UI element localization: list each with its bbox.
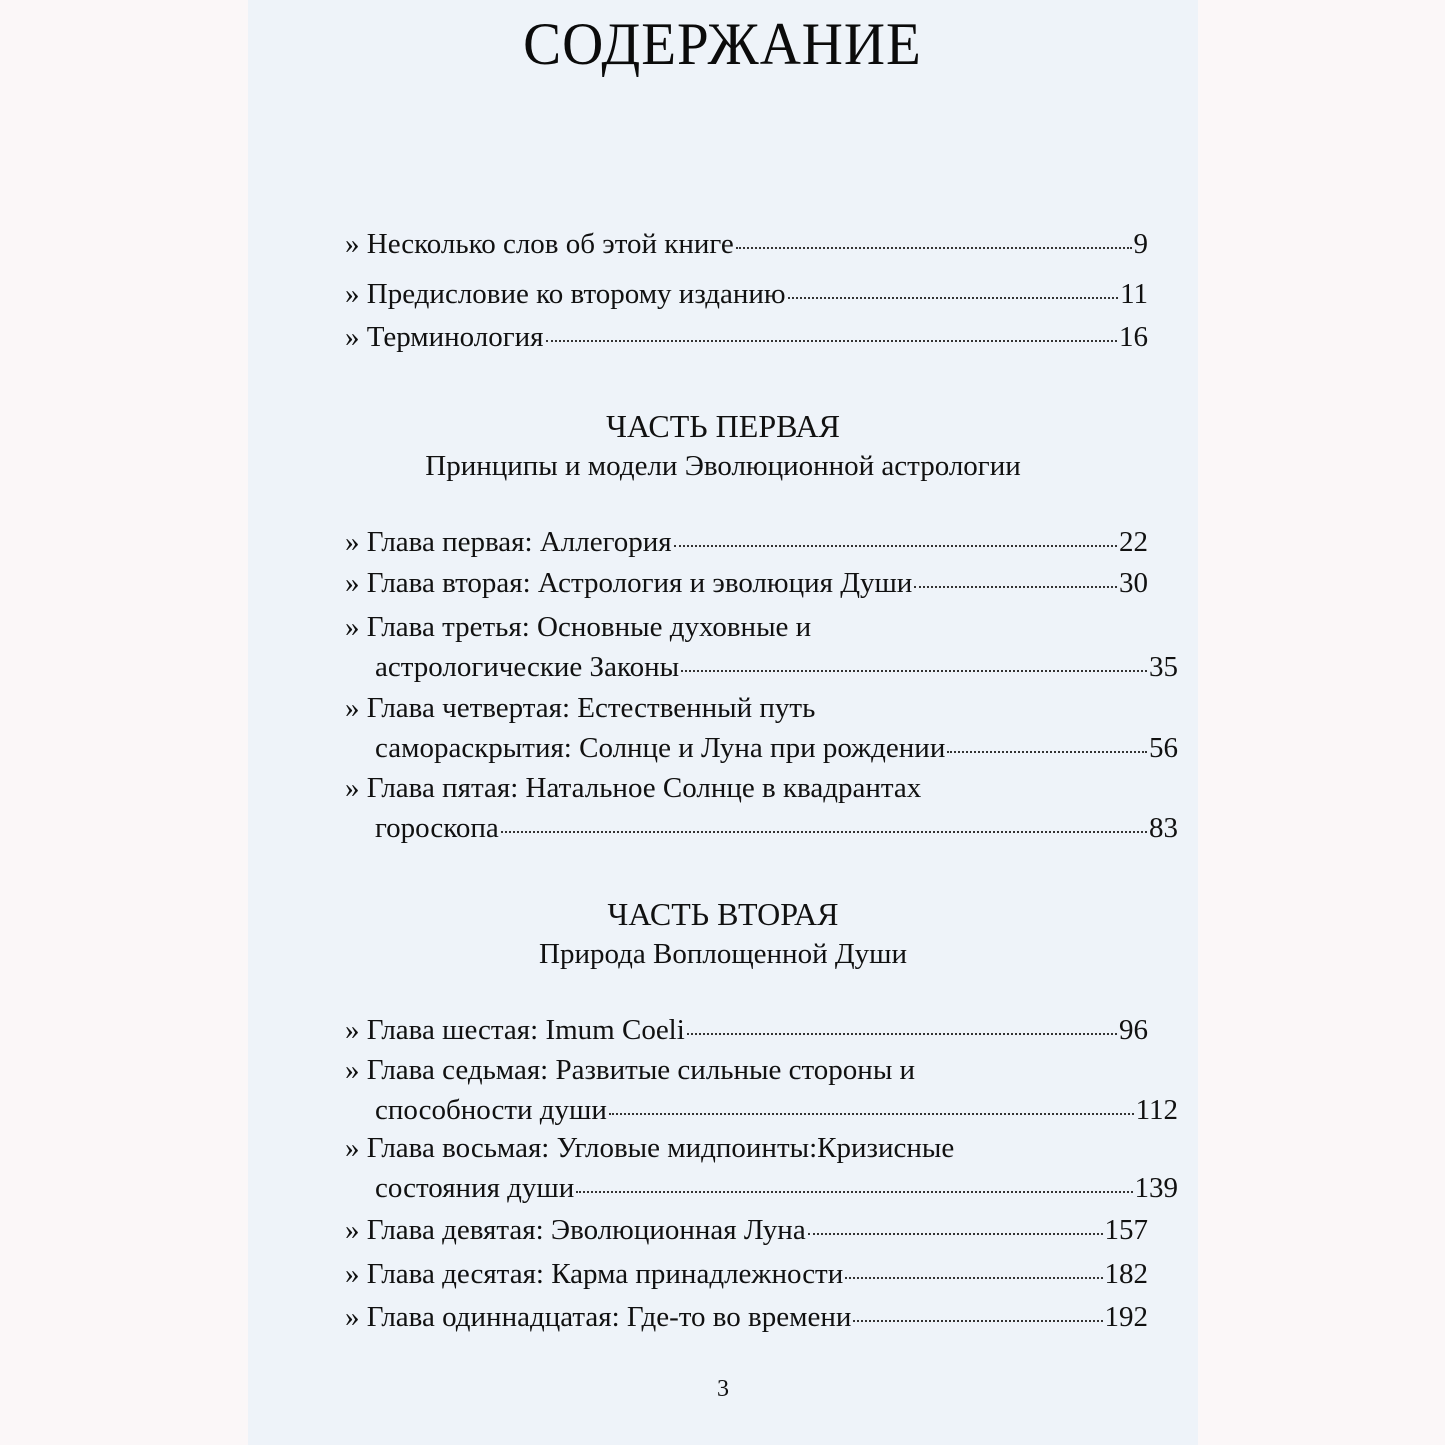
toc-entry-ch3[interactable] <box>345 607 1178 687</box>
leader-dots <box>845 1277 1102 1279</box>
toc-entry-ch10[interactable] <box>345 1254 1148 1294</box>
entry-page: 157 <box>1104 1214 1148 1246</box>
entry-page: 192 <box>1104 1301 1148 1333</box>
entry-page: 139 <box>1134 1172 1178 1204</box>
part-title: ЧАСТЬ ПЕРВАЯ <box>606 408 840 444</box>
toc-entry-ch1[interactable] <box>345 522 1148 562</box>
toc-entry-ch9[interactable] <box>345 1210 1148 1250</box>
entry-page: 182 <box>1104 1258 1148 1290</box>
part-two-heading <box>248 894 1198 974</box>
bullet-icon: » <box>345 278 360 310</box>
leader-dots <box>674 545 1117 547</box>
part-one-heading <box>248 406 1198 486</box>
toc-entry-intro-3[interactable] <box>345 317 1148 357</box>
entry-page: 83 <box>1149 812 1178 844</box>
leader-dots <box>501 831 1147 833</box>
entry-title: Глава десятая: Карма принадлежности <box>366 1258 844 1290</box>
entry-title-cont: состояния души <box>375 1172 575 1204</box>
bullet-icon: » <box>345 1054 360 1086</box>
leader-dots <box>947 751 1147 753</box>
toc-entry-ch7[interactable] <box>345 1050 1178 1130</box>
toc-entry-ch8[interactable] <box>345 1128 1178 1208</box>
entry-title: Глава первая: Аллегория <box>366 526 672 558</box>
entry-page: 112 <box>1135 1094 1178 1126</box>
bullet-icon: » <box>345 321 360 353</box>
entry-page: 11 <box>1120 278 1148 310</box>
leader-dots <box>788 297 1118 299</box>
part-subtitle: Природа Воплощенной Души <box>539 938 907 970</box>
toc-entry-ch6[interactable] <box>345 1010 1148 1050</box>
leader-dots <box>808 1233 1103 1235</box>
bullet-icon: » <box>345 611 360 643</box>
bullet-icon: » <box>345 1132 360 1164</box>
leader-dots <box>609 1113 1134 1115</box>
page-number: 3 <box>717 1376 729 1402</box>
leader-dots <box>681 670 1147 672</box>
entry-title: Глава пятая: Натальное Солнце в квадрантах <box>366 772 922 804</box>
leader-dots <box>687 1033 1117 1035</box>
bullet-icon: » <box>345 1301 360 1333</box>
entry-title-cont: астрологические Законы <box>375 651 680 683</box>
leader-dots <box>576 1191 1132 1193</box>
bullet-icon: » <box>345 567 360 599</box>
part-subtitle: Принципы и модели Эволюционной астрологии <box>425 450 1021 482</box>
entry-title-cont: способности души <box>375 1094 607 1126</box>
entry-page: 35 <box>1149 651 1178 683</box>
entry-title: Глава вторая: Астрология и эволюция Души <box>366 567 913 599</box>
toc-entry-intro-1[interactable] <box>345 224 1148 264</box>
bullet-icon: » <box>345 1258 360 1290</box>
leader-dots <box>914 586 1117 588</box>
toc-entry-ch5[interactable] <box>345 768 1178 848</box>
entry-title: Глава седьмая: Развитые сильные стороны и <box>366 1054 916 1086</box>
bullet-icon: » <box>345 692 360 724</box>
entry-title: Глава девятая: Эволюционная Луна <box>366 1214 806 1246</box>
part-title: ЧАСТЬ ВТОРАЯ <box>607 896 839 932</box>
leader-dots <box>736 247 1132 249</box>
toc-entry-ch4[interactable] <box>345 688 1178 768</box>
page-title: СОДЕРЖАНИЕ <box>523 11 922 77</box>
entry-title: Глава шестая: Imum Coeli <box>366 1014 685 1046</box>
bullet-icon: » <box>345 1214 360 1246</box>
leader-dots <box>546 340 1117 342</box>
entry-page: 22 <box>1119 526 1148 558</box>
leader-dots <box>853 1320 1102 1322</box>
entry-title: Глава восьмая: Угловые мидпоинты:Кризисные <box>366 1132 955 1164</box>
entry-page: 30 <box>1119 567 1148 599</box>
entry-title: Глава одиннадцатая: Где-то во времени <box>366 1301 852 1333</box>
entry-title-cont: самораскрытия: Солнце и Луна при рождении <box>375 732 946 764</box>
toc-entry-ch2[interactable] <box>345 563 1148 603</box>
bullet-icon: » <box>345 1014 360 1046</box>
entry-page: 96 <box>1119 1014 1148 1046</box>
bullet-icon: » <box>345 526 360 558</box>
bullet-icon: » <box>345 228 360 260</box>
toc-entry-ch11[interactable] <box>345 1297 1148 1337</box>
entry-page: 16 <box>1119 321 1148 353</box>
toc-entry-intro-2[interactable] <box>345 274 1148 314</box>
entry-title-cont: гороскопа <box>375 812 499 844</box>
entry-title: Предисловие ко второму изданию <box>366 278 786 310</box>
entry-page: 9 <box>1133 228 1148 260</box>
entry-title: Глава четвертая: Естественный путь <box>366 692 816 724</box>
entry-page: 56 <box>1149 732 1178 764</box>
entry-title: Глава третья: Основные духовные и <box>366 611 812 643</box>
entry-title: Терминология <box>366 321 544 353</box>
entry-title: Несколько слов об этой книге <box>366 228 734 260</box>
bullet-icon: » <box>345 772 360 804</box>
